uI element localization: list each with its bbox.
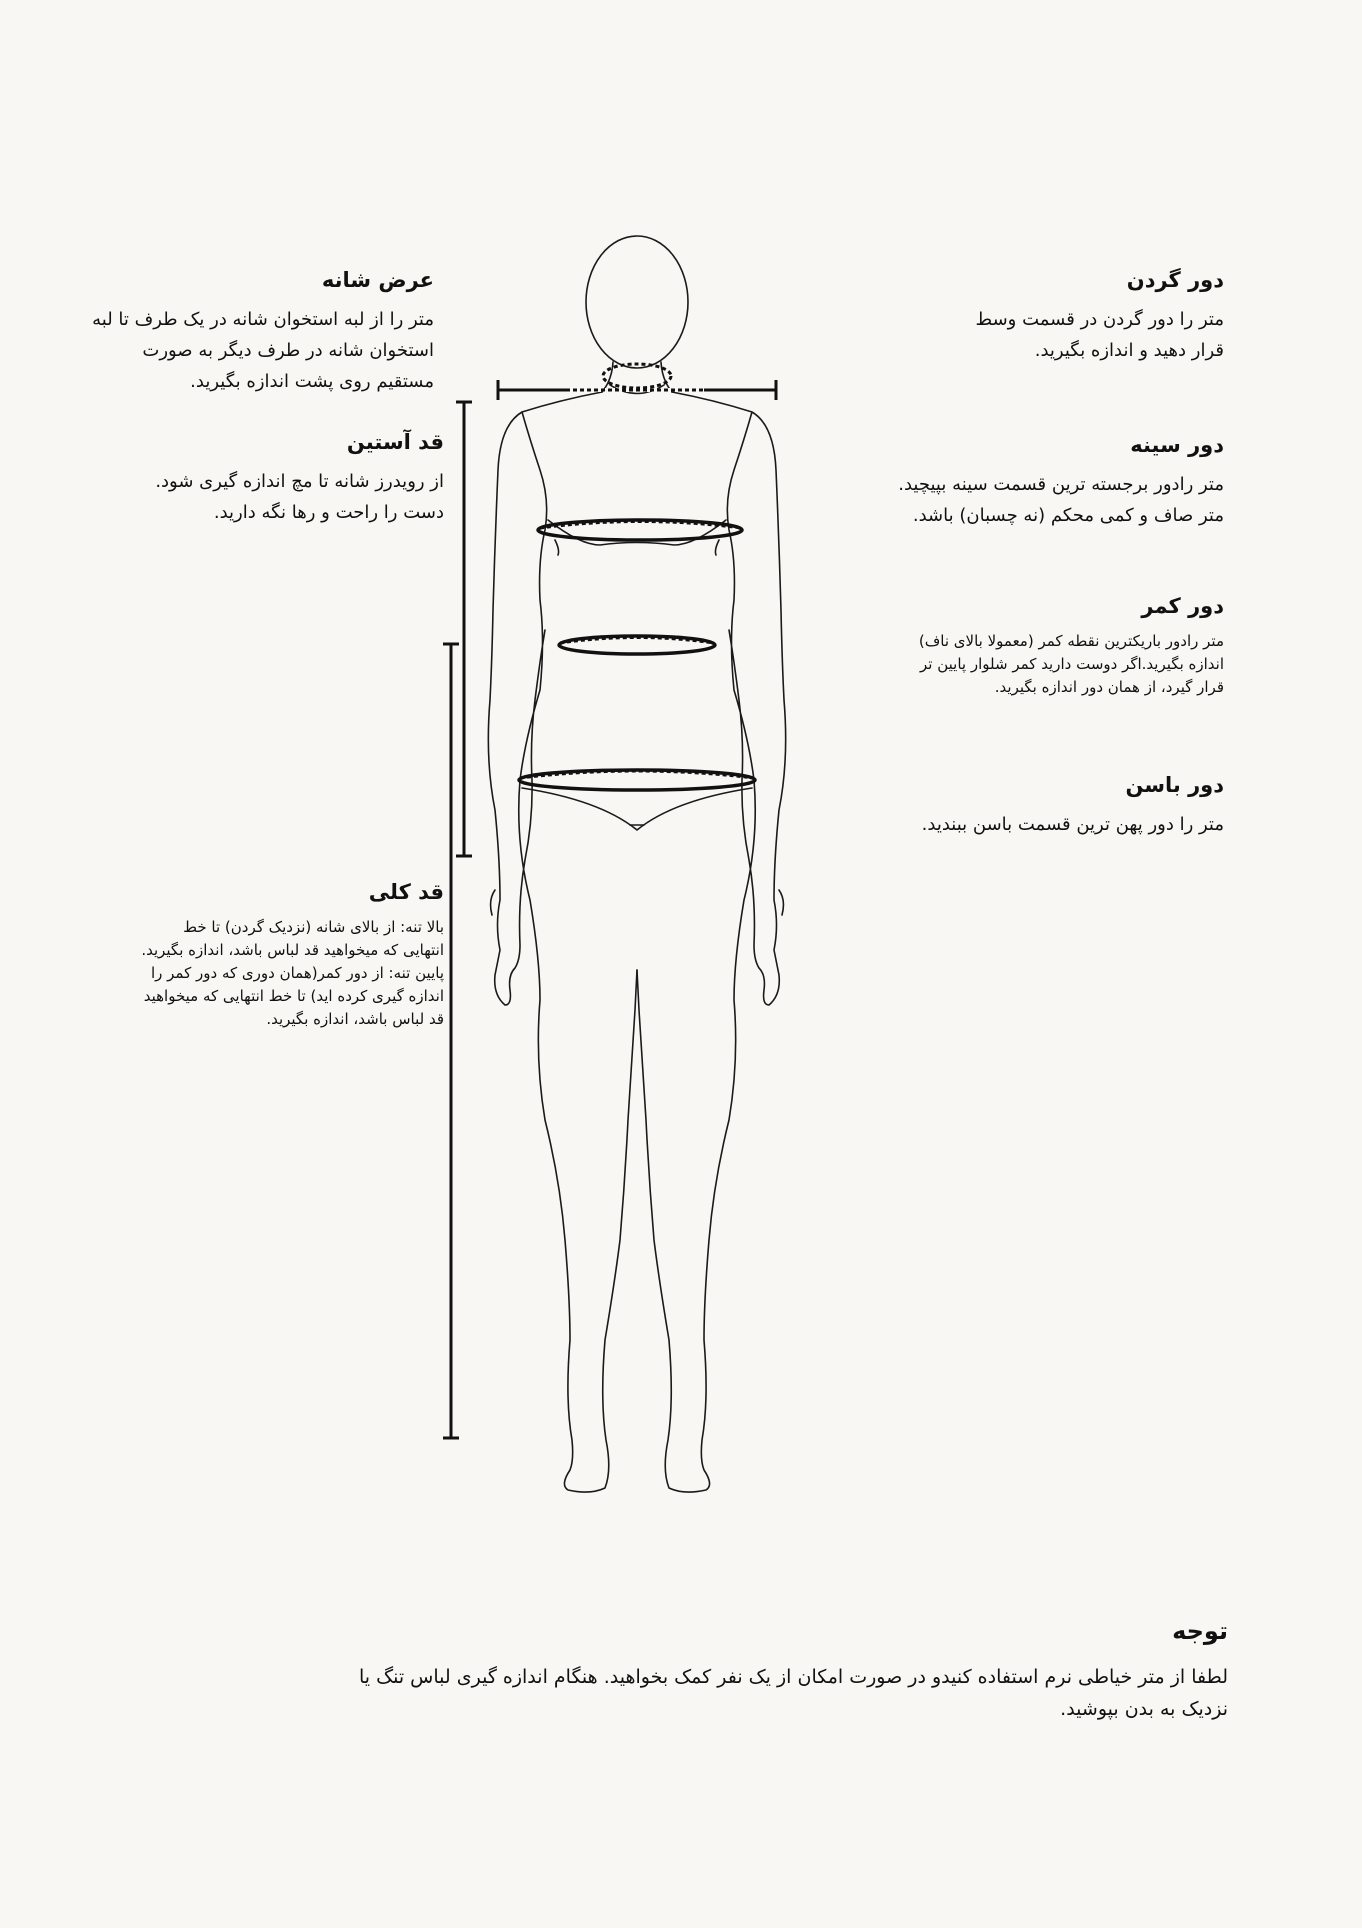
shoulder-section	[92, 268, 434, 397]
shoulder-line-3: مستقیم روی پشت اندازه بگیرید.	[190, 371, 434, 392]
total-length-line-1: بالا تنه: از بالای شانه (نزدیک گردن) تا خط	[183, 918, 444, 936]
neck-line-2: قرار دهید و اندازه بگیرید.	[1034, 340, 1224, 361]
head-outline	[586, 236, 688, 368]
total-length-line-3: پایین تنه: از دور کمر(همان دوری که دور کمر را	[150, 964, 444, 982]
waist-line-3: قرار گیرد، از همان دور اندازه بگیرید.	[994, 678, 1224, 696]
waist-line-2: اندازه بگیرید.اگر دوست دارید کمر شلوار پایین تر	[920, 655, 1224, 673]
note-line-2: نزدیک به بدن بپوشید.	[1060, 1698, 1228, 1720]
note-title: توجه	[1172, 1617, 1228, 1645]
right-body-outline	[637, 392, 786, 1492]
total-length-line-4: اندازه گیری کرده اید) تا خط انتهایی که میخواهید	[143, 987, 444, 1005]
chest-title: دور سینه	[1130, 433, 1224, 457]
pelvis-line	[522, 788, 752, 830]
note-line-1: لطفا از متر خیاطی نرم استفاده کنیدو در صورت امکان از یک نفر کمک بخواهید. هنگام اندازه گیری لباس تنگ یا	[359, 1666, 1228, 1688]
note-section	[359, 1617, 1228, 1725]
waist-line-1: متر رادور باریکترین نقطه کمر (معمولا بالای ناف)	[918, 632, 1224, 650]
shoulder-line-2: استخوان شانه در طرف دیگر به صورت	[142, 340, 434, 361]
sleeve-line-2: دست را راحت و رها نگه دارید.	[213, 502, 444, 523]
sleeve-line-1: از رویدرز شانه تا مچ اندازه گیری شود.	[155, 471, 444, 492]
shoulder-line-1: متر را از لبه استخوان شانه در یک طرف تا لبه	[92, 309, 434, 330]
chest-line-1: متر رادور برجسته ترین قسمت سینه بپیچید.	[898, 474, 1224, 495]
hip-title: دور باسن	[1125, 773, 1224, 797]
hip-section	[922, 773, 1224, 840]
neck-section	[976, 268, 1224, 366]
total-length-line-5: قد لباس باشد، اندازه بگیرید.	[266, 1010, 444, 1028]
neck-line-1: متر را دور گردن در قسمت وسط	[975, 309, 1224, 330]
total-length-section	[141, 880, 444, 1031]
left-body-outline	[488, 392, 637, 1492]
sleeve-title: قد آستین	[346, 430, 444, 454]
hip-line-1: متر را دور پهن ترین قسمت باسن ببندید.	[921, 814, 1224, 835]
total-length-line-2: انتهایی که میخواهید قد لباس باشد، اندازه بگیرید.	[141, 941, 444, 959]
total-length-title: قد کلی	[368, 880, 444, 904]
chest-line-2: متر صاف و کمی محکم (نه چسبان) باشد.	[912, 505, 1224, 526]
sleeve-section	[155, 430, 444, 528]
shoulder-title: عرض شانه	[321, 268, 434, 292]
chest-section	[898, 433, 1224, 531]
waist-title: دور کمر	[1141, 594, 1224, 618]
neck-title: دور گردن	[1126, 268, 1224, 292]
waist-section	[919, 594, 1224, 699]
